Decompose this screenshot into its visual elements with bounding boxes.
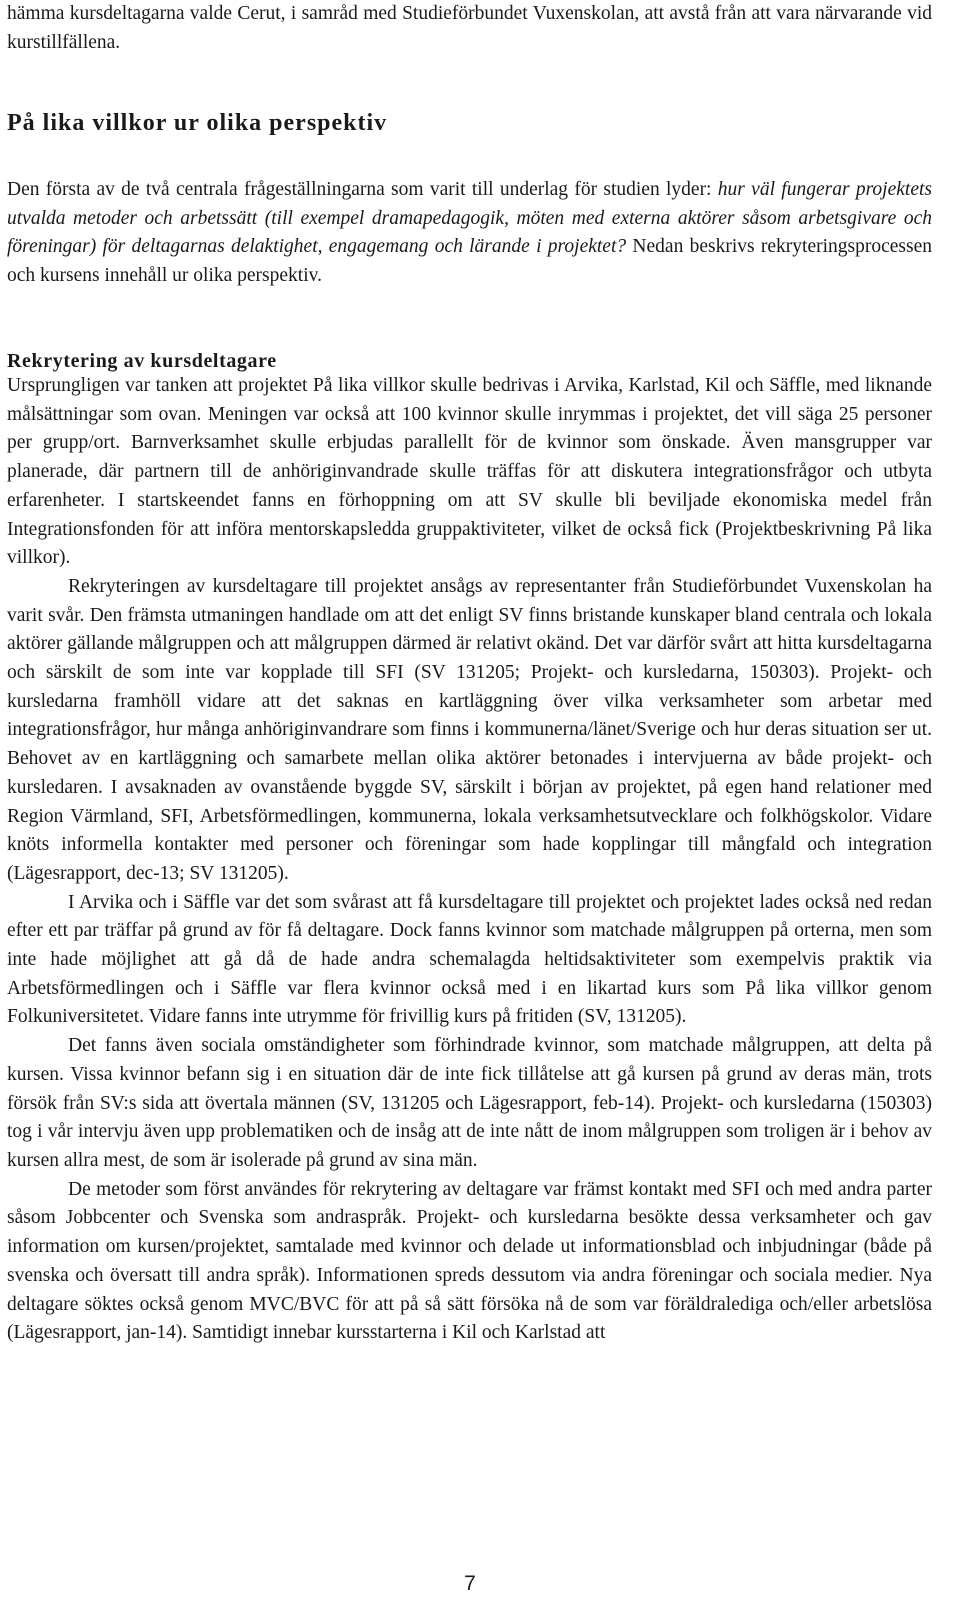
recruitment-body (7, 372, 932, 1348)
body-paragraph-4: Det fanns även sociala omständigheter som förhindrade kvinnor, som matchade målgruppen, att delta på kursen. Vissa kvinnor befann sig i en situation där de inte fick tillåtelse att gå kursen på grund av deras män, trots försök från SV:s sida att övertala männen (SV, 131205 och Lägesrapport, feb-14). Projekt- och kursledarna (150303) tog i vår intervju även upp problematiken och de insåg att de inte nått de inom målgruppen som troligen är i behov av kursen allra mest, de som är isolerade på grund av sina män. (7, 1035, 932, 1171)
paragraph-trailing-text: Nedan beskrivs rekryteringsprocessen och kursens innehåll ur olika perspektiv. (7, 236, 932, 287)
body-paragraph-3: I Arvika och i Säffle var det som svårast att få kursdeltagare till projektet och projektet lades också ned redan efter ett par träffar på grund av för få deltagare. Dock fanns kvinnor som matchade målgruppen på orterna, men som inte hade möjlighet att gå då de hade andra schemalagda heltidsaktiviteter som exempelvis praktik via Arbetsförmedlingen och i Säffle var flera kvinnor också med i en likartad kurs som På lika villkor genom Folkuniversitetet. Vidare fanns inte utrymme för frivillig kurs på fritiden (SV, 131205). (7, 891, 932, 1028)
paragraph-lead-text: Den första av de två centrala frågeställningarna som varit till underlag för studien lyder: (7, 179, 718, 200)
body-paragraph-5: De metoder som först användes för rekrytering av deltagare var främst kontakt med SFI och med andra parter såsom Jobbcenter och Svenska som andraspråk. Projekt- och kursledarna besökte dessa verksamheter och gav information om kursen/projektet, samtalade med kvinnor och delade ut informationsblad och inbjudningar (både på svenska och översatt till andra språk). Informationen spreds dessutom via andra föreningar och sociala medier. Nya deltagare söktes också genom MVC/BVC för att på så sätt försöka nå de som var föräldralediga och/eller arbetslösa (Lägesrapport, jan-14). Samtidigt innebar kursstarterna i Kil och Karlstad att (7, 1178, 932, 1344)
body-paragraph-1: Ursprungligen var tanken att projektet På lika villkor skulle bedrivas i Arvika, Karlstad, Kil och Säffle, med liknande målsättningar som ovan. Meningen var också att 100 kvinnor skulle inrymmas i projektet, det vill säga 25 personer per grupp/ort. Barnverksamhet skulle erbjudas parallellt för de kvinnor som önskade. Även mansgrupper var planerade, där partnern till de anhöriginvandrade skulle träffas för att diskutera integrationsfrågor och utbyta erfarenheter. I startskeendet fanns en förhoppning om att SV skulle bli beviljade ekonomiska medel från Integrationsfonden för att införa mentorskapsledda gruppaktiviteter, vilket de också fick (Projektbeskrivning På lika villkor). (7, 375, 932, 569)
research-question-paragraph (7, 176, 932, 291)
research-question-text: hur väl fungerar projektets utvalda metoder och arbetssätt (till exempel dramapedagogik, möten med externa aktörer såsom arbetsgivare och föreningar) för deltagarnas delaktighet, engagemang och lärande i projektet? (7, 179, 932, 258)
section-heading: På lika villkor ur olika perspektiv (7, 110, 388, 136)
subsection-heading: Rekrytering av kursdeltagare (7, 350, 277, 372)
intro-paragraph: hämma kursdeltagarna valde Cerut, i samråd med Studieförbundet Vuxenskolan, att avstå från att vara närvarande vid kurstillfällena. (7, 3, 932, 53)
page-number: 7 (464, 1572, 476, 1595)
body-paragraph-2: Rekryteringen av kursdeltagare till projektet ansågs av representanter från Studieförbundet Vuxenskolan ha varit svår. Den främsta utmaningen handlade om att det enligt SV finns bristande kunskaper bland centrala och lokala aktörer gällande målgruppen och att målgruppen därmed är relativt okänd. Det var därför svårt att hitta kursdeltagarna och särskilt de som inte var kopplade till SFI (SV 131205; Projekt- och kursledarna, 150303). Projekt- och kursledarna framhöll vidare att det saknas en kartläggning över vilka verksamheter som arbetar med integrationsfrågor, hur många anhöriginvandrare som finns i kommunerna/länet/Sverige och hur deras situation ser ut. Behovet av en kartläggning och samarbete mellan olika aktörer betonades i intervjuerna av både projekt- och kursledaren. I avsaknaden av ovanstående byggde SV, särskilt i början av projektet, på egen hand relationer med Region Värmland, SFI, Arbetsförmedlingen, kommunerna, lokala verksamhetsutvecklare och folkhögskolor. Vidare knöts informella kontakter med personer och föreningar som hade kopplingar till mångfald och integration (Lägesrapport, dec-13; SV 131205). (7, 575, 932, 884)
